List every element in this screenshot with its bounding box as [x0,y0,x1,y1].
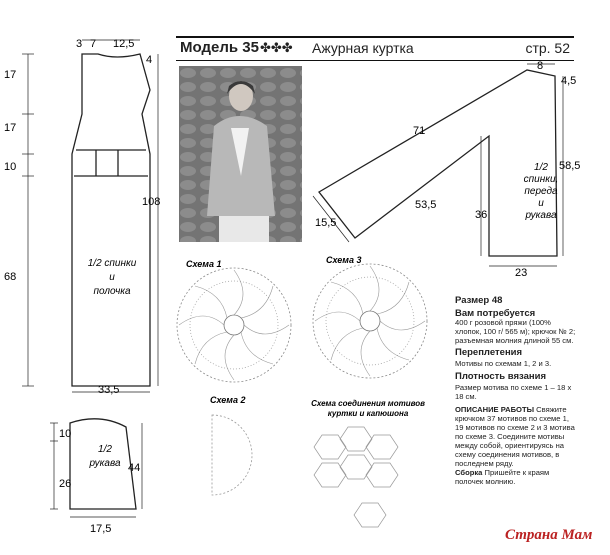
raglan-pattern [305,56,595,284]
sleeve-dim-cap: 10 [59,428,72,440]
body-dim-side-1: 17 [4,69,17,81]
raglan-dim-side: 36 [475,209,488,221]
gauge-text: Размер мотива по схеме 1 – 18 х 18 см. [455,383,572,401]
garment-name: Ажурная куртка [312,40,414,56]
sleeve-dim-height: 26 [59,478,72,490]
joining-scheme [314,427,398,527]
assembly-label: Сборка [455,468,483,477]
sleeve-label-1: 1/2 [98,444,112,455]
model-number: Модель 35 [180,39,259,56]
sleeve-dim-full: 44 [128,462,141,474]
assembly-text: Пришейте к краям полочек молнию. [455,468,550,486]
size-heading: Размер 48 [455,295,503,306]
body-label-1: 1/2 спинки [87,258,137,269]
model-photo [179,66,302,242]
scheme-1-label: Схема 1 [186,259,222,269]
raglan-label-1: 1/2 [534,162,548,173]
stitches-text: Мотивы по схемам 1, 2 и 3. [455,359,552,368]
gauge-heading: Плотность вязания [455,371,547,382]
body-dim-width: 33,5 [98,384,120,396]
join-label-1: Схема соединения мотивов [311,399,425,408]
scheme-2-label: Схема 2 [210,395,246,405]
raglan-dim-inner: 53,5 [415,199,437,211]
body-dim-top-2: 7 [90,38,97,50]
body-dim-side-3: 10 [4,161,17,173]
body-label-3: полочка [93,286,131,297]
body-dim-top-3: 12,5 [113,38,135,50]
sleeve-pattern [50,405,160,540]
join-label-2: куртки и капюшона [327,409,409,418]
work-description [455,405,577,468]
motif-scheme-3 [313,264,427,378]
site-watermark: Страна Мам [505,527,593,543]
raglan-label-5: рукава [525,210,557,221]
raglan-label-3: переда [524,186,558,197]
body-dim-top-1: 3 [76,38,83,50]
sleeve-dim-width: 17,5 [90,523,112,535]
assembly-description [455,468,577,486]
stitches-heading: Переплетения [455,347,523,358]
sleeve-label-2: рукава [89,458,121,469]
body-dim-side-2: 17 [4,122,17,134]
body-dim-length: 108 [142,196,161,208]
photo-illustration [179,66,302,242]
raglan-dim-shoulder: 71 [413,125,426,137]
raglan-label-4: и [538,198,544,209]
motif-schemes [172,255,450,550]
info-panel [455,296,577,486]
motif-scheme-2 [212,415,252,495]
scheme-3-label: Схема 3 [326,255,362,265]
ornament: ✤✤✤ [260,40,293,55]
page-reference: стр. 52 [525,40,570,56]
raglan-dim-drop: 4,5 [561,75,577,87]
body-dim-side-4: 68 [4,271,17,283]
body-pattern [0,30,175,400]
work-text: Свяжите крючком 37 мотивов по схеме 1, 19 мотивов по схеме 2 и 3 мотива по схеме 3. Соедините мотивы между собой, ориентируясь на схему соединения мотивов, в последнем ряду. [455,405,575,468]
raglan-dim-bottom: 23 [515,267,528,279]
materials-heading: Вам потребуется [455,308,536,319]
body-dim-neck: 4 [146,54,153,66]
raglan-dim-height: 58,5 [559,160,581,172]
motif-scheme-1 [177,268,291,382]
raglan-dim-cuff: 15,5 [315,217,337,229]
work-label: ОПИСАНИЕ РАБОТЫ [455,405,535,414]
raglan-dim-top: 8 [537,60,544,72]
materials-text: 400 г розовой пряжи (100% хлопок, 100 г/ 565 м); крючок № 2; разъемная молния длиной 55 см. [455,318,576,345]
raglan-label-2: спинки, [523,174,559,185]
body-label-2: и [109,272,115,283]
